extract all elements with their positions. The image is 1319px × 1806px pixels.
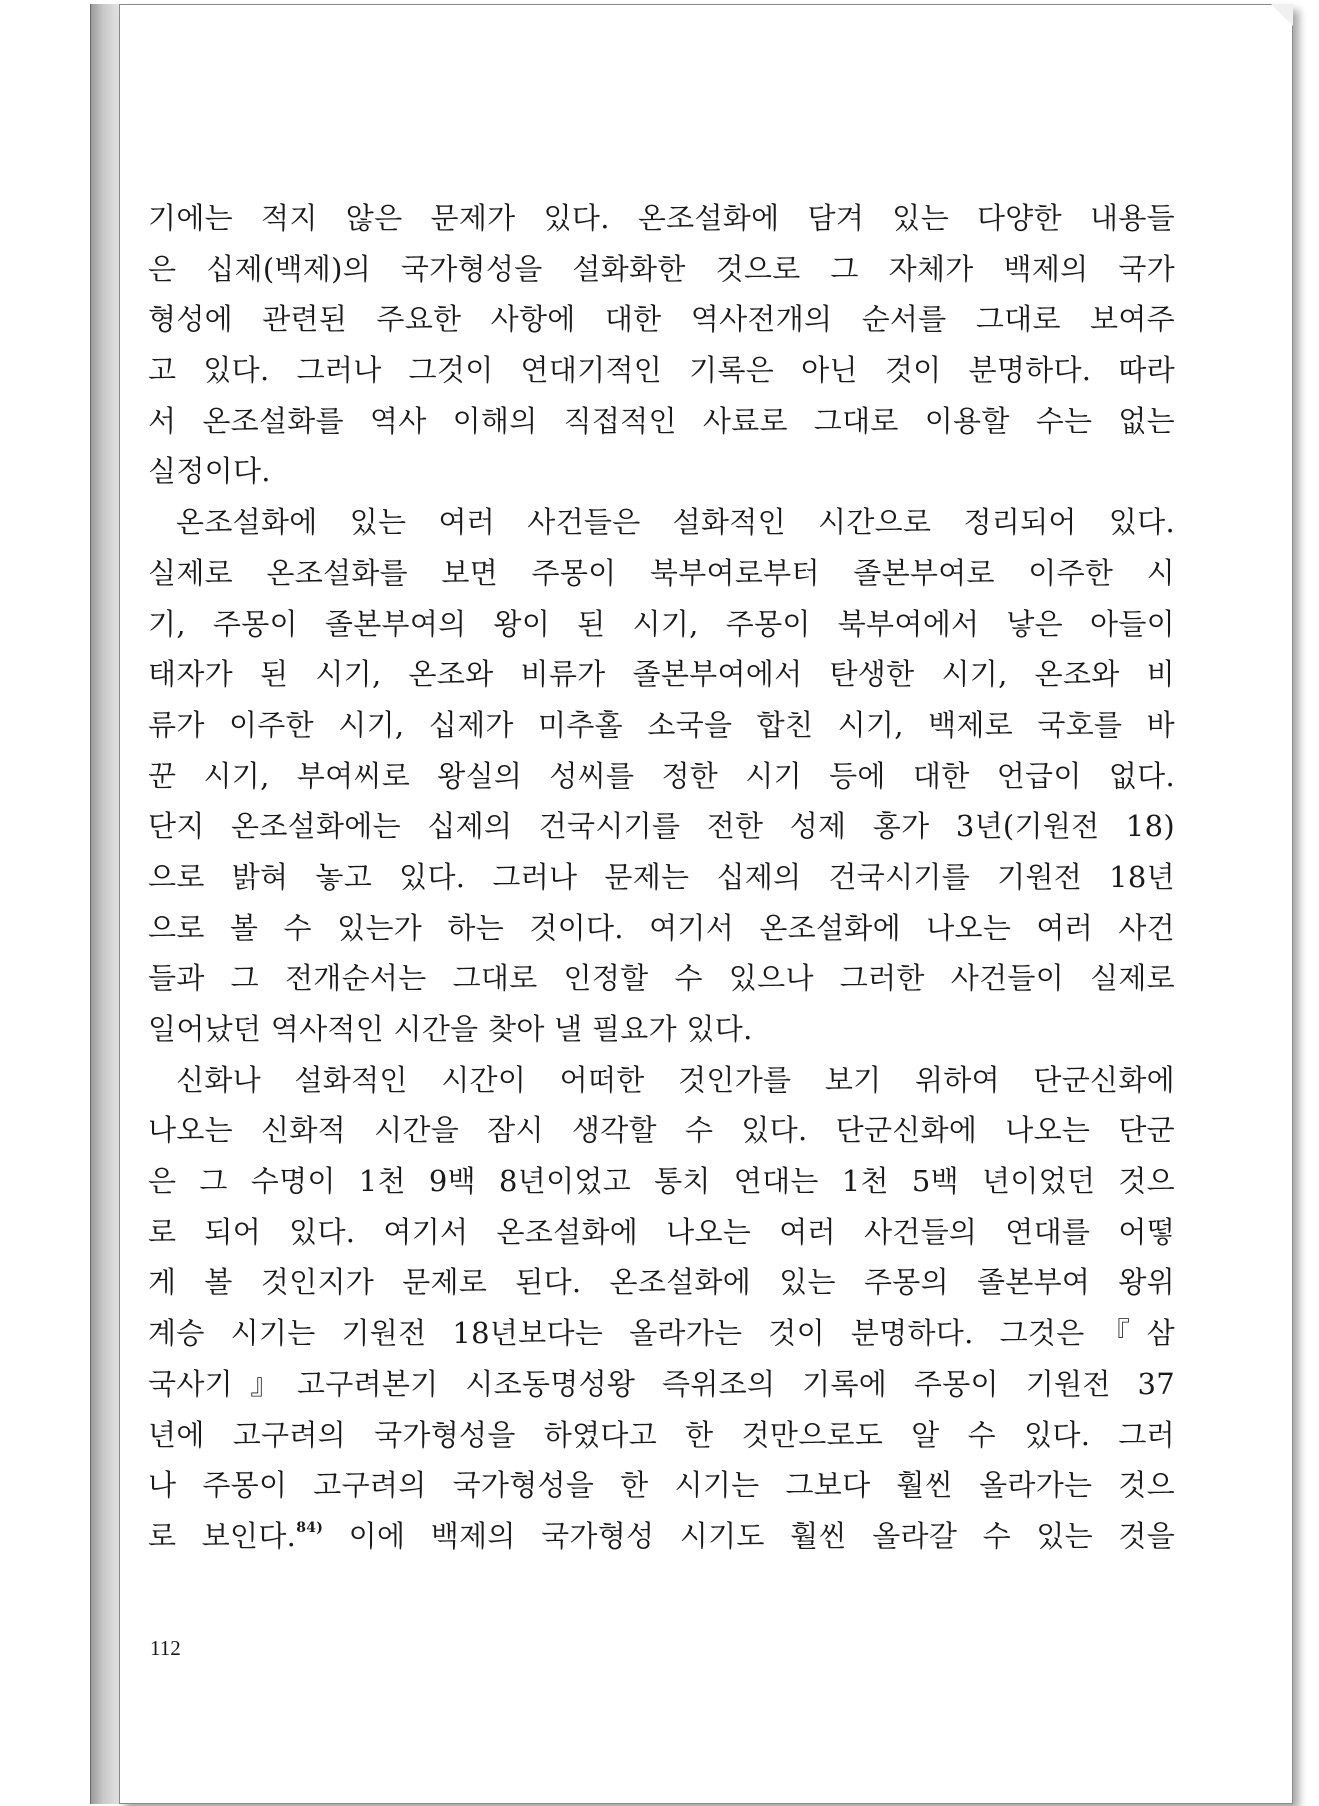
text-line-with-footnote bbox=[148, 1511, 1175, 1562]
text-line: 꾼 시기, 부여씨로 왕실의 성씨를 정한 시기 등에 대한 언급이 없다. bbox=[148, 758, 1175, 793]
book-edge bbox=[90, 4, 121, 1804]
text-line: 온조설화에 있는 여러 사건들은 설화적인 시간으로 정리되어 있다. bbox=[176, 505, 1175, 540]
text-line: 신화나 설화적인 시간이 어떠한 것인가를 보기 위하여 단군신화에 bbox=[176, 1062, 1175, 1097]
page-number: 112 bbox=[150, 1636, 181, 1660]
text-line: 게 볼 것인지가 문제로 된다. 온조설화에 있는 주몽의 졸본부여 왕위 bbox=[148, 1265, 1175, 1300]
text-line: 류가 이주한 시기, 십제가 미추홀 소국을 합친 시기, 백제로 국호를 바 bbox=[148, 707, 1175, 742]
text-fragment: 이에 백제의 국가형성 시기도 훨씬 올라갈 수 있는 것을 bbox=[323, 1518, 1176, 1553]
text-line: 실정이다. bbox=[148, 454, 271, 489]
text-line: 들과 그 전개순서는 그대로 인정할 수 있으나 그러한 사건들이 실제로 bbox=[148, 961, 1175, 996]
text-line: 서 온조설화를 역사 이해의 직접적인 사료로 그대로 이용할 수는 없는 bbox=[148, 403, 1175, 438]
page-corner bbox=[1271, 4, 1293, 26]
text-line: 으로 밝혀 놓고 있다. 그러나 문제는 십제의 건국시기를 기원전 18년 bbox=[148, 859, 1175, 894]
text-line: 단지 온조설화에는 십제의 건국시기를 전한 성제 홍가 3년(기원전 18) bbox=[148, 809, 1175, 844]
text-line: 태자가 된 시기, 온조와 비류가 졸본부여에서 탄생한 시기, 온조와 비 bbox=[148, 657, 1175, 692]
text-line: 로 되어 있다. 여기서 온조설화에 나오는 여러 사건들의 연대를 어떻 bbox=[148, 1214, 1175, 1249]
text-line: 고 있다. 그러나 그것이 연대기적인 기록은 아닌 것이 분명하다. 따라 bbox=[148, 353, 1175, 388]
footnote-reference: 84) bbox=[296, 1519, 324, 1536]
text-line: 실제로 온조설화를 보면 주몽이 북부여로부터 졸본부여로 이주한 시 bbox=[148, 555, 1175, 590]
text-line: 은 십제(백제)의 국가형성을 설화화한 것으로 그 자체가 백제의 국가 bbox=[148, 251, 1175, 286]
text-line: 국사기』고구려본기 시조동명성왕 즉위조의 기록에 주몽이 기원전 37 bbox=[148, 1366, 1175, 1401]
text-line: 나오는 신화적 시간을 잠시 생각할 수 있다. 단군신화에 나오는 단군 bbox=[148, 1113, 1175, 1148]
text-line: 일어났던 역사적인 시간을 찾아 낼 필요가 있다. bbox=[148, 1012, 753, 1046]
text-line: 기, 주몽이 졸본부여의 왕이 된 시기, 주몽이 북부여에서 낳은 아들이 bbox=[148, 606, 1175, 641]
text-line: 계승 시기는 기원전 18년보다는 올라가는 것이 분명하다. 그것은『삼 bbox=[148, 1316, 1175, 1351]
text-line: 나 주몽이 고구려의 국가형성을 한 시기는 그보다 훨씬 올라가는 것으 bbox=[148, 1468, 1175, 1503]
text-line: 년에 고구려의 국가형성을 하였다고 한 것만으로도 알 수 있다. 그러 bbox=[148, 1417, 1175, 1452]
text-line: 으로 볼 수 있는가 하는 것이다. 여기서 온조설화에 나오는 여러 사건 bbox=[148, 910, 1175, 945]
text-line: 형성에 관련된 주요한 사항에 대한 역사전개의 순서를 그대로 보여주 bbox=[148, 302, 1175, 337]
text-line: 은 그 수명이 1천 9백 8년이었고 통치 연대는 1천 5백 년이었던 것으 bbox=[148, 1164, 1175, 1199]
text-fragment: 로 보인다. bbox=[148, 1518, 297, 1553]
text-line: 기에는 적지 않은 문제가 있다. 온조설화에 담겨 있는 다양한 내용들 bbox=[148, 201, 1175, 235]
page-text-body bbox=[148, 193, 1175, 1562]
